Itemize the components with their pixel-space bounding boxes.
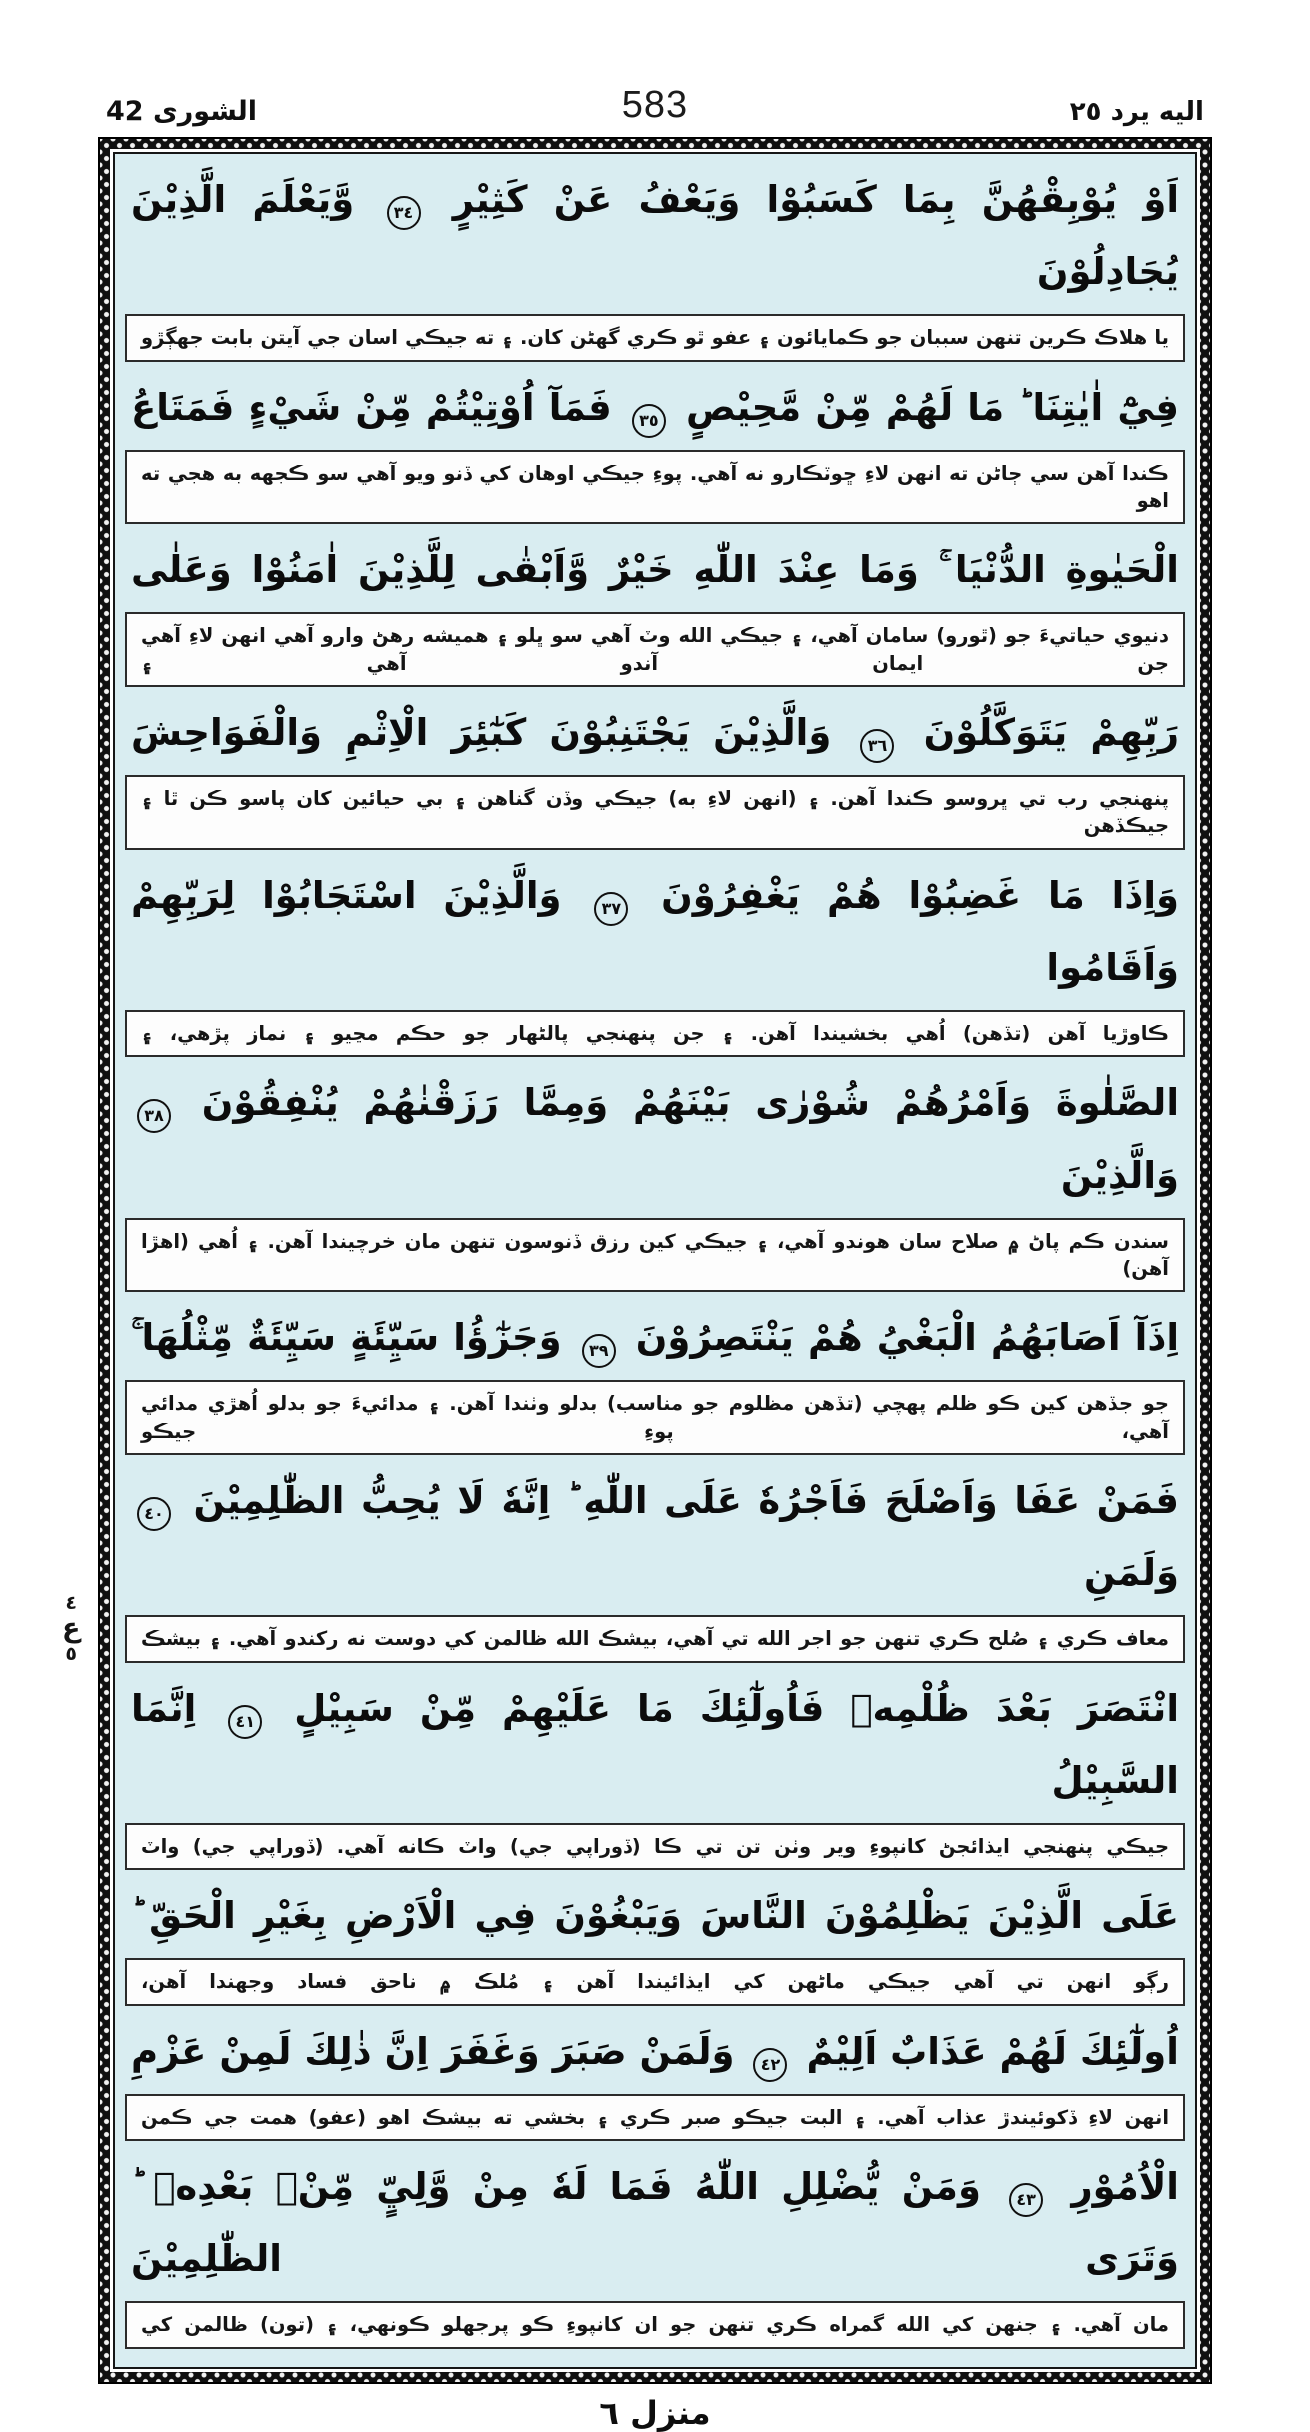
line-text: الْحَيٰوةِ الدُّنْيَا ۚ وَمَا عِنْدَ اللّٰهِ خَيْرٌ وَّاَبْقٰى لِلَّذِيْنَ اٰمَنُوْا وَعَلٰى (131, 548, 1179, 592)
quran-arabic-line (123, 695, 1187, 771)
line-text: اُولٰٓئِكَ لَهُمْ عَذَابٌ اَلِيْمٌ ٤٢ وَلَمَنْ صَبَرَ وَغَفَرَ اِنَّ ذٰلِكَ لَمِنْ عَزْمِ (131, 2030, 1179, 2073)
decorative-chain-border (98, 137, 1212, 2384)
line-text: عَلَى الَّذِيْنَ يَظْلِمُوْنَ النَّاسَ وَيَبْغُوْنَ فِي الْاَرْضِ بِغَيْرِ الْحَقِّ ؕ (131, 1894, 1179, 1938)
quran-arabic-line (123, 858, 1187, 1006)
ayah-number-badge: ٤١ (228, 1705, 262, 1739)
quran-arabic-line (123, 162, 1187, 310)
line-text: دنيوي حياتيءَ جو (ٿورو) سامان آهي، ۽ جيڪي الله وٽ آهي سو ڀلو ۽ هميشه رهڻ وارو آهي انهن لاءِ آهي جن ايمان آندو آهي ۽ (141, 624, 1169, 675)
sindhi-translation-line (125, 775, 1185, 850)
line-text: اَوْ يُوْبِقْهُنَّ بِمَا كَسَبُوْا وَيَعْفُ عَنْ كَثِيْرٍ ٣٤ وَّيَعْلَمَ الَّذِيْنَ يُجَادِلُوْنَ (131, 178, 1179, 294)
quran-arabic-line (123, 1065, 1187, 1213)
quran-arabic-line (123, 2014, 1187, 2090)
ayah-number-badge: ٣٧ (594, 892, 628, 926)
ruku-para-count: ٥ (65, 1643, 78, 1665)
line-text: انْتَصَرَ بَعْدَ ظُلْمِهٖ فَاُولٰٓئِكَ مَا عَلَيْهِمْ مِّنْ سَبِيْلٍ ٤١ اِنَّمَا السَّبِيْلُ (131, 1686, 1179, 1802)
line-text: جو جڏهن کين ڪو ظلم پهچي (تڏهن مظلوم جو مناسب) بدلو وٺندا آهن. ۽ مدائيءَ جو بدلو اُهڙي مدائي آهي، پوءِ جيڪو (141, 1392, 1169, 1443)
line-text: سندن ڪم پاڻ ۾ صلاح سان هوندو آهي، ۽ جيڪي کين رزق ڏنوسون تنهن مان خرچيندا آهن. ۽ اُهي (اهڙا آهن) (141, 1229, 1169, 1280)
manzil-footer: منزل ٦ (599, 2393, 711, 2432)
ayah-number-badge: ٤٢ (753, 2048, 787, 2082)
juz-label: اليه يرد ٢٥ (1069, 97, 1204, 127)
ain-symbol: ع (62, 1613, 81, 1644)
sindhi-translation-line (125, 450, 1185, 525)
ayah-number-badge: ٤٣ (1009, 2183, 1043, 2217)
surah-title: الشورى 42 (106, 96, 258, 127)
line-text: ڪندا آهن سي ڄاڻن ته انهن لاءِ ڇوٽڪارو نه آهي. پوءِ جيڪي اوهان کي ڏنو ويو آهي سو ڪجهه به هجي ته اهو (141, 461, 1169, 513)
sindhi-translation-line (125, 1380, 1185, 1455)
sindhi-translation-line (125, 1010, 1185, 1057)
sindhi-translation-line (125, 612, 1185, 687)
quran-arabic-line (123, 370, 1187, 446)
ayah-number-badge: ٣٨ (137, 1099, 171, 1133)
ayah-number-badge: ٣٦ (860, 729, 894, 763)
sindhi-translation-line (125, 2301, 1185, 2348)
line-text: انهن لاءِ ڏکوئيندڙ عذاب آهي. ۽ البت جيڪو صبر ڪري ۽ بخشي ته بيشڪ اهو (عفو) همت جي ڪمن (141, 2105, 1169, 2129)
sindhi-translation-line (125, 1958, 1185, 2005)
line-text: يا هلاڪ ڪرين تنهن سببان جو ڪمايائون ۽ عفو ٿو ڪري گهڻن کان. ۽ ته جيڪي اسان جي آيتن بابت جهڳڙو (141, 326, 1169, 350)
line-text: جيڪي پنهنجي ايذائجڻ کانپوءِ وير وٺن تن تي ڪا (ڏوراپي جي) واٽ ڪانه آهي. (ڏوراپي جي) واٽ (141, 1834, 1169, 1858)
quran-arabic-line (123, 532, 1187, 608)
line-text: معاف ڪري ۽ صُلح ڪري تنهن جو اجر الله تي آهي، بيشڪ الله ظالمن کي دوست نه رکندو آهي. ۽ بيشڪ (141, 1627, 1169, 1651)
line-text: رَبِّهِمْ يَتَوَكَّلُوْنَ ٣٦ وَالَّذِيْنَ يَجْتَنِبُوْنَ كَبٰٓئِرَ الْاِثْمِ وَالْفَوَاحِشَ (131, 711, 1179, 754)
line-text: پنهنجي رب تي ڀروسو ڪندا آهن. ۽ (انهن لاءِ به) جيڪي وڏن گناهن ۽ بي حيائين کان پاسو ڪن ٿا ۽ جيڪڏهن (141, 787, 1169, 838)
sindhi-translation-line (125, 314, 1185, 361)
ruku-marker (62, 1592, 80, 1665)
line-text: فِيْٓ اٰيٰتِنَا ؕ مَا لَهُمْ مِّنْ مَّحِيْصٍ ٣٥ فَمَآ اُوْتِيْتُمْ مِّنْ شَيْءٍ فَمَتَاعُ (131, 386, 1179, 429)
sindhi-translation-line (125, 2094, 1185, 2141)
line-text: وَاِذَا مَا غَضِبُوْا هُمْ يَغْفِرُوْنَ ٣٧ وَالَّذِيْنَ اسْتَجَابُوْا لِرَبِّهِمْ وَاَقَامُوا (131, 873, 1180, 989)
line-text: فَمَنْ عَفَا وَاَصْلَحَ فَاَجْرُهٗ عَلَى اللّٰهِ ؕ اِنَّهٗ لَا يُحِبُّ الظّٰلِمِيْنَ ٤٠ وَلَمَنِ (131, 1479, 1179, 1594)
sindhi-translation-line (125, 1823, 1185, 1870)
ayah-number-badge: ٣٤ (387, 196, 421, 230)
line-text: مان آهي. ۽ جنهن کي الله گمراه ڪري تنهن جو ان کانپوءِ ڪو پرجهلو ڪونهي، ۽ (تون) ظالمن کي (141, 2313, 1169, 2337)
line-text: ڪاوڙيا آهن (تڏهن) اُهي بخشيندا آهن. ۽ جن پنهنجي پالڻهار جو حڪم مڃيو ۽ نماز پڙهي، ۽ (141, 1022, 1169, 1046)
line-text: الْاُمُوْرِ ٤٣ وَمَنْ يُّضْلِلِ اللّٰهُ فَمَا لَهٗ مِنْ وَّلِيٍّ مِّنْۢ بَعْدِهٖ ؕ وَتَرَى الظّٰلِمِيْنَ (131, 2165, 1179, 2281)
sindhi-translation-line (125, 1218, 1185, 1293)
page-number: 583 (621, 84, 689, 126)
ayah-number-badge: ٣٥ (632, 404, 666, 438)
ruku-count: ٤ (65, 1592, 78, 1614)
quran-arabic-line (123, 1463, 1187, 1611)
ayah-number-badge: ٣٩ (582, 1334, 616, 1368)
quran-arabic-line (123, 1300, 1187, 1376)
page-header (0, 0, 1310, 137)
quran-arabic-line (123, 1671, 1187, 1819)
sindhi-translation-line (125, 1615, 1185, 1662)
quran-arabic-line (123, 1878, 1187, 1954)
line-text: الصَّلٰوةَ وَاَمْرُهُمْ شُوْرٰى بَيْنَهُمْ وَمِمَّا رَزَقْنٰهُمْ يُنْفِقُوْنَ ٣٨ وَالَّذِيْنَ (131, 1081, 1179, 1196)
ayah-number-badge: ٤٠ (137, 1497, 171, 1531)
line-text: اِذَآ اَصَابَهُمُ الْبَغْيُ هُمْ يَنْتَصِرُوْنَ ٣٩ وَجَزٰٓؤُا سَيِّئَةٍ سَيِّئَةٌ مِّثْلُهَا ۚ (131, 1316, 1179, 1359)
quran-arabic-line (123, 2149, 1187, 2297)
mushaf-lines (113, 152, 1197, 2369)
line-text: رڳو انهن تي آهي جيڪي ماڻهن کي ايذائيندا آهن ۽ مُلڪ ۾ ناحق فساد وجهندا آهن، (141, 1970, 1169, 1994)
